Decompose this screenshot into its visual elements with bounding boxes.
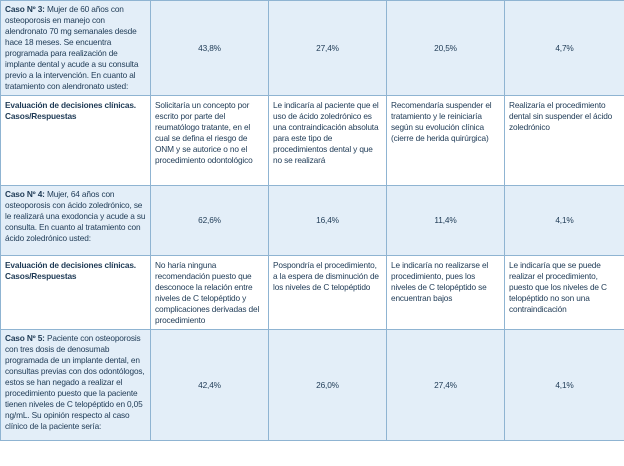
case-3-percentage-3: 20,5% [387,1,505,96]
responses-section-label: Evaluación de decisiones clínicas. Casos/Respuestas [1,96,151,186]
case-5-percentage-1: 42,4% [151,330,269,441]
case-3-description-cell [1,1,151,96]
case-3-response-option-1: Solicitaría un concepto por escrito por parte del reumatólogo tratante, en el cual se defina el riesgo de ONM y se autorice o no el procedimiento odontológico [151,96,269,186]
case-5-title: Caso Nº 5: [5,333,45,343]
case-4-percentage-1: 62,6% [151,186,269,256]
case-3-percentage-4: 4,7% [505,1,624,96]
case-3-response-option-3: Recomendaría suspender el tratamiento y le reiniciaría según su evolución clínica (cierre de herida quirúrgica) [387,96,505,186]
case-5-description: Paciente con osteoporosis con tres dosis de denosumab programada de un implante dental, en consultas previas con dos odontólogos, estos se han negado a realizar el procedimiento puesto que la paciente tienen niveles de C telopéptido en 0,05 ng/mL. Su opinión respecto al caso clínico de la paciente sería: [5,333,145,431]
case-5-percentage-4: 4,1% [505,330,624,441]
case-3-row [1,1,624,96]
case-3-responses-row [1,96,624,186]
case-4-title: Caso Nº 4: [5,189,45,199]
case-4-row [1,186,624,256]
case-5-percentage-2: 26,0% [269,330,387,441]
case-4-response-option-4: Le indicaría que se puede realizar el procedimiento, puesto que los niveles de C telopéptido no son una contraindicación [505,256,624,330]
case-4-responses-row [1,256,624,330]
case-5-description-cell [1,330,151,441]
responses-section-label: Evaluación de decisiones clínicas. Casos/Respuestas [1,256,151,330]
case-4-response-option-1: No haría ninguna recomendación puesto que desconoce la relación entre niveles de C telopéptido y complicaciones derivadas del procedimiento [151,256,269,330]
case-3-response-option-4: Realizaría el procedimiento dental sin suspender el ácido zoledrónico [505,96,624,186]
case-3-response-option-2: Le indicaría al paciente que el uso de ácido zoledrónico es una contraindicación absoluta para este tipo de procedimientos dental y que no se realizará [269,96,387,186]
case-4-response-option-2: Pospondría el procedimiento, a la espera de disminución de los niveles de C telopéptido [269,256,387,330]
case-4-percentage-4: 4,1% [505,186,624,256]
case-3-percentage-2: 27,4% [269,1,387,96]
case-4-response-option-3: Le indicaría no realizarse el procedimiento, pues los niveles de C telopéptido se encuentran bajos [387,256,505,330]
case-3-title: Caso Nº 3: [5,4,45,14]
case-4-description-cell [1,186,151,256]
case-4-description: Mujer, 64 años con osteoporosis con ácido zoledrónico, se le realizará una exodoncia y acude a su consulta. En cuanto al tratamiento con ácido zoledrónico usted: [5,189,146,243]
case-4-percentage-3: 11,4% [387,186,505,256]
case-3-description: Mujer de 60 años con osteoporosis en manejo con alendronato 70 mg semanales desde hace 18 meses. Se encuentra programada para realización de implante dental y acude a su consulta previo a la intervención. En cuanto al tratamiento con alendronato usted: [5,4,139,91]
case-5-percentage-3: 27,4% [387,330,505,441]
case-5-row [1,330,624,441]
case-4-percentage-2: 16,4% [269,186,387,256]
case-3-percentage-1: 43,8% [151,1,269,96]
